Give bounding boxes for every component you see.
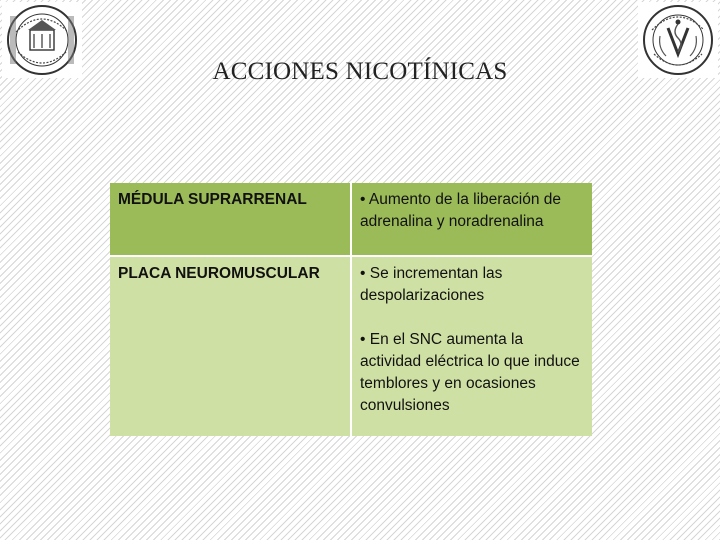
table-row: [110, 183, 592, 256]
bullet-item: • En el SNC aumenta la actividad eléctrica lo que induce temblores y en ocasiones convulsiones: [360, 331, 580, 414]
row-detail-cell: [351, 256, 592, 436]
slide-title: ACCIONES NICOTÍNICAS: [212, 58, 508, 85]
row-label-cell: [110, 256, 351, 436]
bullet-item: • Aumento de la liberación de adrenalina y noradrenalina: [360, 191, 562, 230]
table-row: [110, 256, 592, 436]
bullet-item: • Se incrementan las despolarizaciones: [360, 265, 503, 304]
row-label: MÉDULA SUPRARRENAL: [118, 191, 307, 208]
nicotinic-actions-table: [110, 183, 592, 436]
row-detail-cell: [351, 183, 592, 256]
row-label: PLACA NEUROMUSCULAR: [118, 265, 320, 282]
row-label-cell: [110, 183, 351, 256]
